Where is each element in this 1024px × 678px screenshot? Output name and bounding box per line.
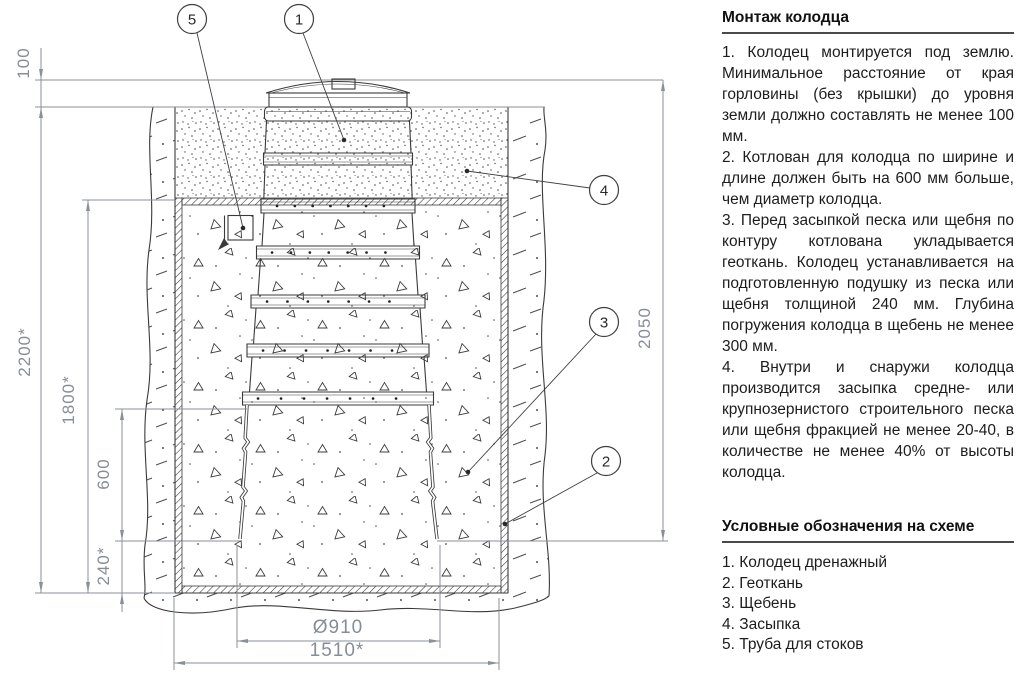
dim-stone-depth: 600 <box>94 458 113 490</box>
legend-item: 4. Засыпка <box>722 615 801 633</box>
svg-text:3: 3 <box>599 314 609 332</box>
svg-text:5: 5 <box>187 11 197 29</box>
dim-well-height: 2050 <box>635 307 654 349</box>
pit-section <box>175 107 508 593</box>
callout-5 <box>178 5 207 34</box>
legend-item: 1. Колодец дренажный <box>722 554 888 571</box>
svg-text:2: 2 <box>601 453 611 471</box>
callout-3 <box>590 308 619 337</box>
crushed-stone <box>182 205 501 586</box>
well-neck <box>269 93 407 107</box>
instruction-step: 4. Внутри и снаружи колодца производится засыпка средне- или крупнозернистого строительного песка или щебня фракцией не менее 20-40, в количестве не менее 40% от высоты колодца. <box>722 359 1014 481</box>
legend-title: Условные обозначения на схеме <box>722 509 1014 543</box>
callout-4 <box>590 176 619 205</box>
dim-pit-depth: 2200* <box>15 327 34 377</box>
dim-base-diameter: Ø910 <box>312 617 364 638</box>
instruction-step: 2. Котлован для колодца по ширине и длине должен быть на 600 мм больше, чем диаметр колодца. <box>722 149 1014 208</box>
install-instructions <box>722 42 1014 483</box>
instructions-panel <box>700 0 1024 678</box>
legend-list <box>722 553 1014 656</box>
dim-cushion: 240* <box>94 546 113 586</box>
svg-text:4: 4 <box>599 182 609 200</box>
dim-top-offset: 100 <box>14 47 33 79</box>
install-title: Монтаж колодца <box>722 0 1014 34</box>
instruction-step: 3. Перед засыпкой песка или щебня по контуру котлована укладывается геоткань. Колодец устанавливается на подготовленную подушку из песка или щебня толщиной 240 мм. Глубина погружения колодца в щебень не менее 300 мм. <box>722 212 1014 355</box>
legend-item: 5. Труба для стоков <box>722 636 864 654</box>
instruction-step: 1. Колодец монтируется под землю. Минимальное расстояние от края горловины (без крышки) до уровня земли должно составлять не менее 100 мм. <box>722 44 1014 145</box>
callout-2 <box>592 447 621 476</box>
dim-pit-width: 1510* <box>309 640 365 661</box>
dim-geo-depth: 1800* <box>59 375 78 425</box>
svg-text:1: 1 <box>294 11 304 29</box>
legend-item: 2. Геоткань <box>722 574 803 592</box>
legend-item: 3. Щебень <box>722 595 797 613</box>
callout-1 <box>285 5 314 34</box>
